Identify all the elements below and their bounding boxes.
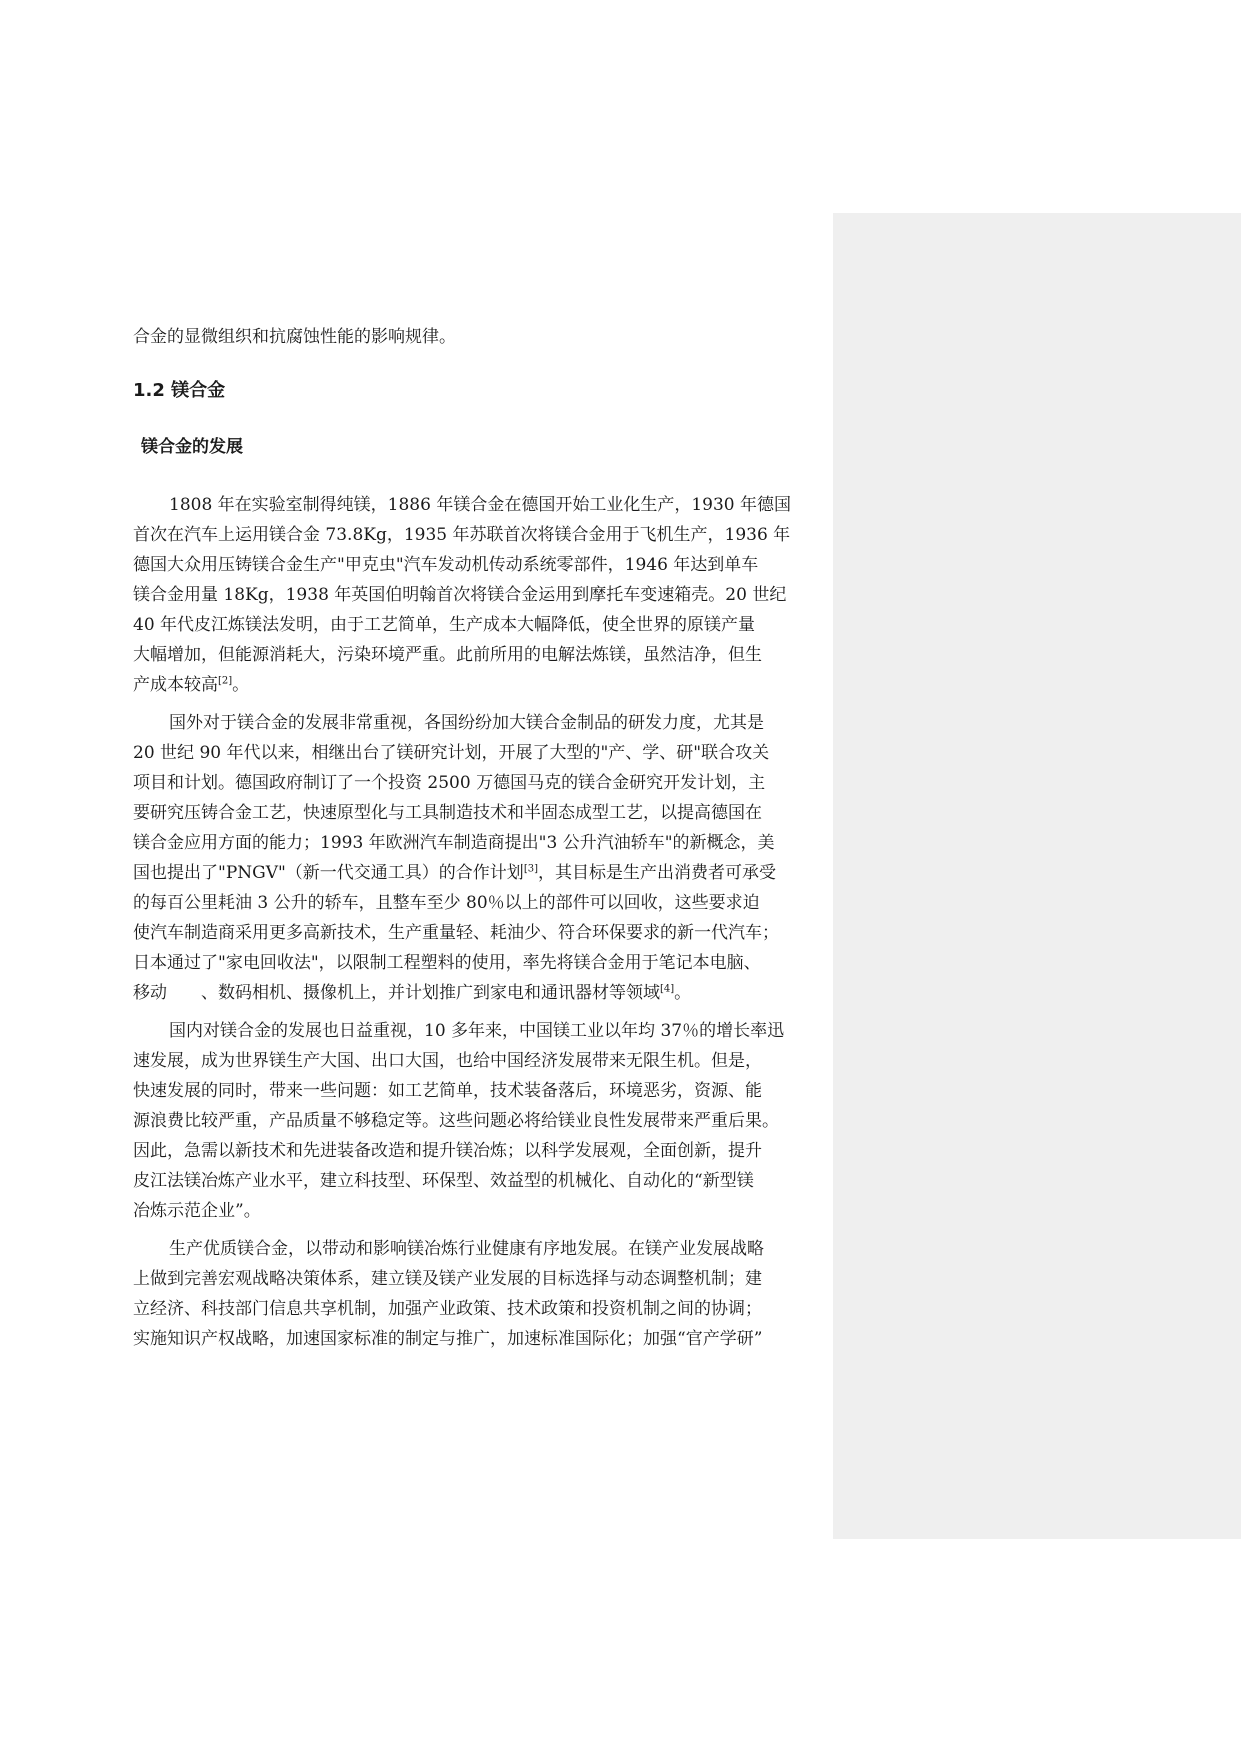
paragraph-text: 移动 、数码相机、摄像机上，并计划推广到家电和通讯器材等领域	[133, 983, 660, 1003]
paragraph-line: 20 世纪 90 年代以来，相继出台了镁研究计划，开展了大型的"产、学、研"联合攻关	[133, 743, 770, 763]
paragraph-line: 镁合金应用方面的能力；1993 年欧洲汽车制造商提出"3 公升汽油轿车"的新概念，美	[133, 833, 775, 853]
paragraph-text: 国也提出了"PNGV"（新一代交通工具）的合作计划	[133, 863, 524, 883]
intro-fragment: 合金的显微组织和抗腐蚀性能的影响规律。	[133, 327, 456, 347]
citation-ref: [4]	[660, 983, 675, 995]
paragraph-line-last	[133, 978, 825, 1008]
paragraph-4	[133, 1234, 825, 1354]
paragraph-line-last	[133, 670, 825, 700]
paragraph-line: 生产优质镁合金，以带动和影响镁冶炼行业健康有序地发展。在镁产业发展战略	[169, 1239, 764, 1259]
paragraph-line: 大幅增加，但能源消耗大，污染环境严重。此前所用的电解法炼镁，虽然洁净，但生	[133, 645, 762, 665]
paragraph-line: 使汽车制造商采用更多高新技术，生产重量轻、耗油少、符合环保要求的新一代汽车；	[133, 923, 779, 943]
paragraph-line: 速发展，成为世界镁生产大国、出口大国，也给中国经济发展带来无限生机。但是，	[133, 1051, 762, 1071]
paragraph-line: 40 年代皮江炼镁法发明，由于工艺简单，生产成本大幅降低，使全世界的原镁产量	[133, 615, 756, 635]
citation-ref: [3]	[523, 863, 538, 875]
paragraph-line: 源浪费比较严重，产品质量不够稳定等。这些问题必将给镁业良性发展带来严重后果。	[133, 1111, 779, 1131]
paragraph-line: 冶炼示范企业”。	[133, 1201, 261, 1221]
paragraph-line: 首次在汽车上运用镁合金 73.8Kg，1935 年苏联首次将镁合金用于飞机生产，1936 年	[133, 525, 791, 545]
paragraph-line: 德国大众用压铸镁合金生产"甲克虫"汽车发动机传动系统零部件，1946 年达到单车	[133, 555, 759, 575]
paragraph-line: 皮江法镁冶炼产业水平，建立科技型、环保型、效益型的机械化、自动化的“新型镁	[133, 1171, 754, 1191]
paragraph-line: 实施知识产权战略，加速国家标准的制定与推广，加速标准国际化；加强“官产学研”	[133, 1329, 763, 1349]
body-text	[133, 322, 825, 1362]
paragraph-tail: 。	[232, 675, 250, 695]
paragraph-line: 国外对于镁合金的发展非常重视，各国纷纷加大镁合金制品的研发力度，尤其是	[169, 713, 764, 733]
paragraph-line: 1808 年在实验室制得纯镁，1886 年镁合金在德国开始工业化生产，1930 年德国	[169, 495, 792, 515]
paragraph-line: 国内对镁合金的发展也日益重视，10 多年来，中国镁工业以年均 37％的增长率迅	[169, 1021, 785, 1041]
paragraph-line: 快速发展的同时，带来一些问题：如工艺简单，技术装备落后，环境恶劣，资源、能	[133, 1081, 762, 1101]
paragraphs	[133, 490, 825, 1354]
subsection-heading: 镁合金的发展	[141, 437, 243, 457]
paragraph-line: 要研究压铸合金工艺，快速原型化与工具制造技术和半固态成型工艺，以提高德国在	[133, 803, 762, 823]
paragraph-line: 立经济、科技部门信息共享机制，加强产业政策、技术政策和投资机制之间的协调；	[133, 1299, 762, 1319]
paragraph-text: ，其目标是生产出消费者可承受	[537, 863, 776, 883]
paragraph-line: 项目和计划。德国政府制订了一个投资 2500 万德国马克的镁合金研究开发计划，主	[133, 773, 766, 793]
paragraph-line-with-ref	[133, 858, 825, 888]
comment-margin-pane	[833, 213, 1241, 1539]
paragraph-tail: 。	[674, 983, 692, 1003]
paragraph-line: 的每百公里耗油 3 公升的轿车，且整车至少 80％以上的部件可以回收，这些要求迫	[133, 893, 760, 913]
paragraph-3	[133, 1016, 825, 1226]
paragraph-text: 产成本较高	[133, 675, 218, 695]
paragraph-line: 镁合金用量 18Kg，1938 年英国伯明翰首次将镁合金运用到摩托车变速箱壳。20 世纪	[133, 585, 787, 605]
citation-ref: [2]	[218, 675, 233, 687]
paragraph-1	[133, 490, 825, 700]
paragraph-line: 上做到完善宏观战略决策体系，建立镁及镁产业发展的目标选择与动态调整机制；建	[133, 1269, 762, 1289]
section-heading: 1.2 镁合金	[133, 380, 226, 401]
paragraph-line: 日本通过了"家电回收法"，以限制工程塑料的使用，率先将镁合金用于笔记本电脑、	[133, 953, 761, 973]
paragraph-2	[133, 708, 825, 1008]
paragraph-line: 因此，急需以新技术和先进装备改造和提升镁冶炼；以科学发展观，全面创新，提升	[133, 1141, 762, 1161]
